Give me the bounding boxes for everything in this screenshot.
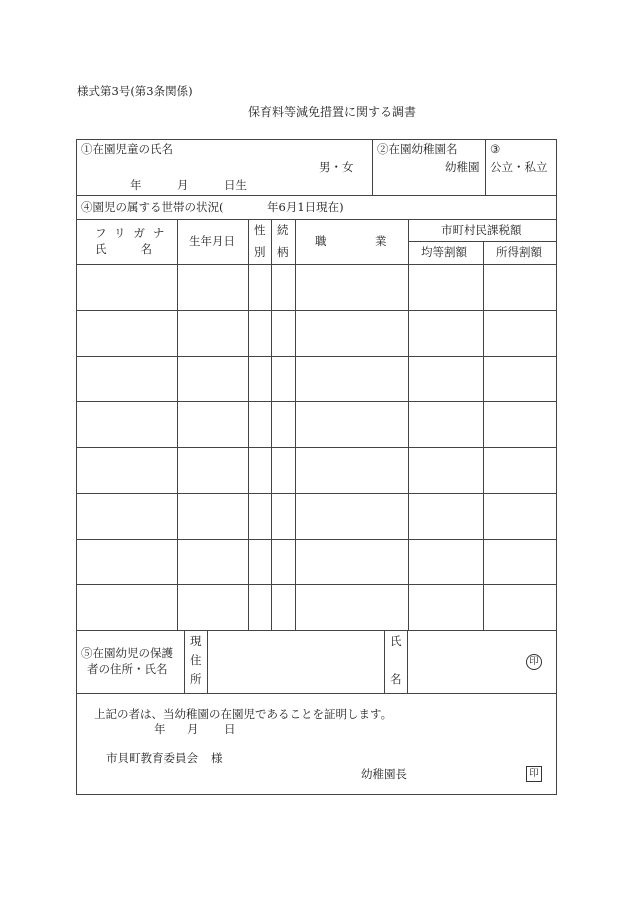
addressee: 市貝町教育委員会 (106, 751, 198, 765)
kindergarten-label: ②在園幼稚園名 (377, 142, 458, 156)
certification-statement: 上記の者は、当幼稚園の在園児であることを証明します。 (94, 707, 393, 721)
guardian-name-char-1: 氏 (390, 634, 402, 648)
cert-month-label: 月 (187, 722, 199, 736)
birth-year-label: 年 (130, 178, 142, 192)
address-char-1: 現 (190, 634, 202, 648)
column-occupation-right: 業 (375, 234, 387, 248)
table-row-divider (76, 584, 557, 585)
school-type-options: 公立・私立 (490, 160, 548, 174)
column-sex-top: 性 (254, 223, 266, 237)
kindergarten-suffix: 幼稚園 (445, 160, 480, 174)
guardian-seal-icon: 印 (526, 654, 542, 670)
cert-day-label: 日 (224, 722, 236, 736)
principal-label: 幼稚園長 (361, 767, 407, 781)
guardian-name-char-2: 名 (390, 672, 402, 686)
document-title: 保育料等減免措置に関する調書 (248, 105, 417, 119)
birth-month-label: 月 (177, 178, 189, 192)
column-relation-bottom: 柄 (277, 245, 289, 259)
table-row-divider (76, 493, 557, 494)
column-tax-header: 市町村民課税額 (441, 223, 522, 237)
household-label-date: 年6月1日現在) (267, 200, 344, 214)
table-row-divider (76, 356, 557, 357)
address-char-3: 所 (190, 672, 202, 686)
address-char-2: 住 (190, 653, 202, 667)
column-furigana: フリガナ (95, 226, 173, 240)
table-row-divider (76, 447, 557, 448)
form-number: 様式第3号(第3条関係) (77, 84, 193, 98)
column-birthdate: 生年月日 (189, 234, 235, 248)
type-mark: ③ (490, 142, 501, 156)
addressee-honorific: 様 (211, 751, 223, 765)
principal-seal-icon: 印 (526, 766, 542, 782)
column-occupation-left: 職 (315, 234, 327, 248)
table-row-divider (76, 310, 557, 311)
column-name: 氏名 (95, 242, 186, 256)
guardian-label-line1: ⑤在園幼児の保護 (81, 646, 173, 660)
column-per-capita-tax: 均等割額 (421, 245, 467, 259)
birth-day-label: 日生 (224, 178, 247, 192)
column-income-tax: 所得割額 (496, 245, 542, 259)
column-sex-bottom: 別 (254, 245, 266, 259)
guardian-label-line2: 者の住所・氏名 (87, 662, 168, 676)
gender-options: 男・女 (319, 160, 354, 174)
child-name-label: ①在園児童の氏名 (81, 142, 173, 156)
table-row-divider (76, 401, 557, 402)
cert-year-label: 年 (154, 722, 166, 736)
column-relation-top: 続 (277, 223, 289, 237)
household-label-prefix: ④園児の属する世帯の状況( (81, 200, 224, 214)
table-row-divider (76, 539, 557, 540)
